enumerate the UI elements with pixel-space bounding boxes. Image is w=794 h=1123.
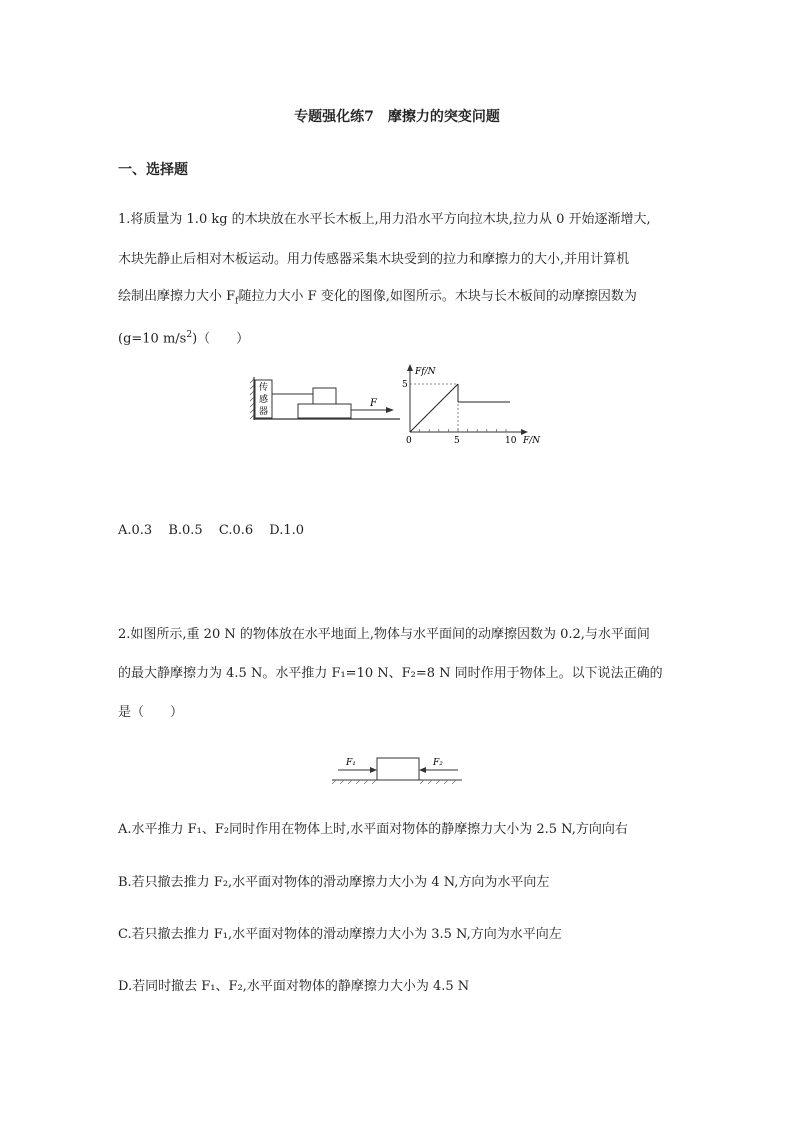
sensor-label-1: 传: [258, 383, 269, 393]
graph-y-axis-arrow: [407, 364, 413, 371]
q2-line-3: 是（ ）: [118, 705, 184, 720]
q2-option-d[interactable]: D.若同时撤去 F₁、F₂,水平面对物体的静摩擦力大小为 4.5 N: [118, 979, 470, 994]
q1-line-4: [118, 325, 249, 349]
q1-line-3-pre: 绘制出摩擦力大小 F: [118, 289, 236, 304]
sensor-label-2: 感: [258, 395, 269, 405]
pull-arrow-head: [386, 407, 394, 413]
q2-option-a[interactable]: A.水平推力 F₁、F₂同时作用在物体上时,水平面对物体的静摩擦力大小为 2.5 N,方向向右: [118, 822, 628, 837]
q1-option-c[interactable]: C.0.6: [218, 523, 254, 538]
object-block: [377, 758, 419, 780]
graph-tick-origin: 0: [406, 436, 412, 446]
q1-line-4-post: )（ ）: [192, 331, 250, 347]
graph-x-axis-arrow: [521, 429, 528, 435]
f1-label: F₁: [346, 758, 356, 768]
q2-option-b[interactable]: B.若只撤去推力 F₂,水平面对物体的滑动摩擦力大小为 4 N,方向为水平向左: [118, 875, 550, 890]
graph-y-label: Ff/N: [415, 367, 436, 377]
wall-hatch: [250, 379, 254, 419]
section-heading: 一、选择题: [118, 162, 188, 178]
q1-line-4-sup: 2: [186, 330, 193, 340]
q1-line-1: 1.将质量为 1.0 kg 的木块放在水平长木板上,用力沿水平方向拉木块,拉力从 0 开始逐渐增大,: [118, 212, 651, 227]
sensor-label-3: 器: [258, 407, 269, 417]
q1-line-3: [118, 287, 637, 312]
f1-arrow-head: [370, 767, 377, 773]
q1-option-d[interactable]: D.1.0: [269, 523, 305, 538]
q1-line-3-sub: f: [235, 296, 239, 307]
graph-tick-y-5: 5: [402, 380, 408, 390]
q2-block-figure: [330, 750, 465, 785]
q1-option-a[interactable]: A.0.3: [118, 523, 153, 538]
f2-label: F₂: [433, 758, 443, 768]
q2-line-1: 2.如图所示,重 20 N 的物体放在水平地面上,物体与水平面间的动摩擦因数为 0.2,与水平面间: [118, 627, 650, 642]
q1-options: [118, 523, 316, 538]
wood-block: [313, 388, 336, 404]
graph-tick-x-10: 10: [505, 436, 517, 446]
graph-x-label: F/N: [523, 436, 541, 446]
q1-option-b[interactable]: B.0.5: [168, 523, 203, 538]
q1-line-2: 木块先静止后相对木板运动。用力传感器采集木块受到的拉力和摩擦力的大小,并用计算机: [118, 252, 630, 267]
q2-option-c[interactable]: C.若只撤去推力 F₁,水平面对物体的滑动摩擦力大小为 3.5 N,方向为水平向左: [118, 927, 562, 942]
graph-tick-x-5: 5: [454, 436, 460, 446]
force-label: F: [370, 398, 377, 409]
q1-friction-graph: [396, 362, 546, 447]
q1-line-4-pre: (g=10 m/s: [118, 331, 187, 347]
f2-arrow-head: [419, 767, 426, 773]
q1-apparatus-figure: [250, 375, 400, 425]
long-board: [298, 404, 351, 418]
graph-static-friction-line: [410, 384, 458, 432]
q1-line-3-post: 随拉力大小 F 变化的图像,如图所示。木块与长木板间的动摩擦因数为: [238, 289, 637, 304]
ground-hatch: [332, 780, 456, 784]
q2-line-2: 的最大静摩擦力为 4.5 N。水平推力 F₁=10 N、F₂=8 N 同时作用于物体上。以下说法正确的: [118, 666, 663, 681]
page-title: 专题强化练7 摩擦力的突变问题: [294, 109, 500, 125]
